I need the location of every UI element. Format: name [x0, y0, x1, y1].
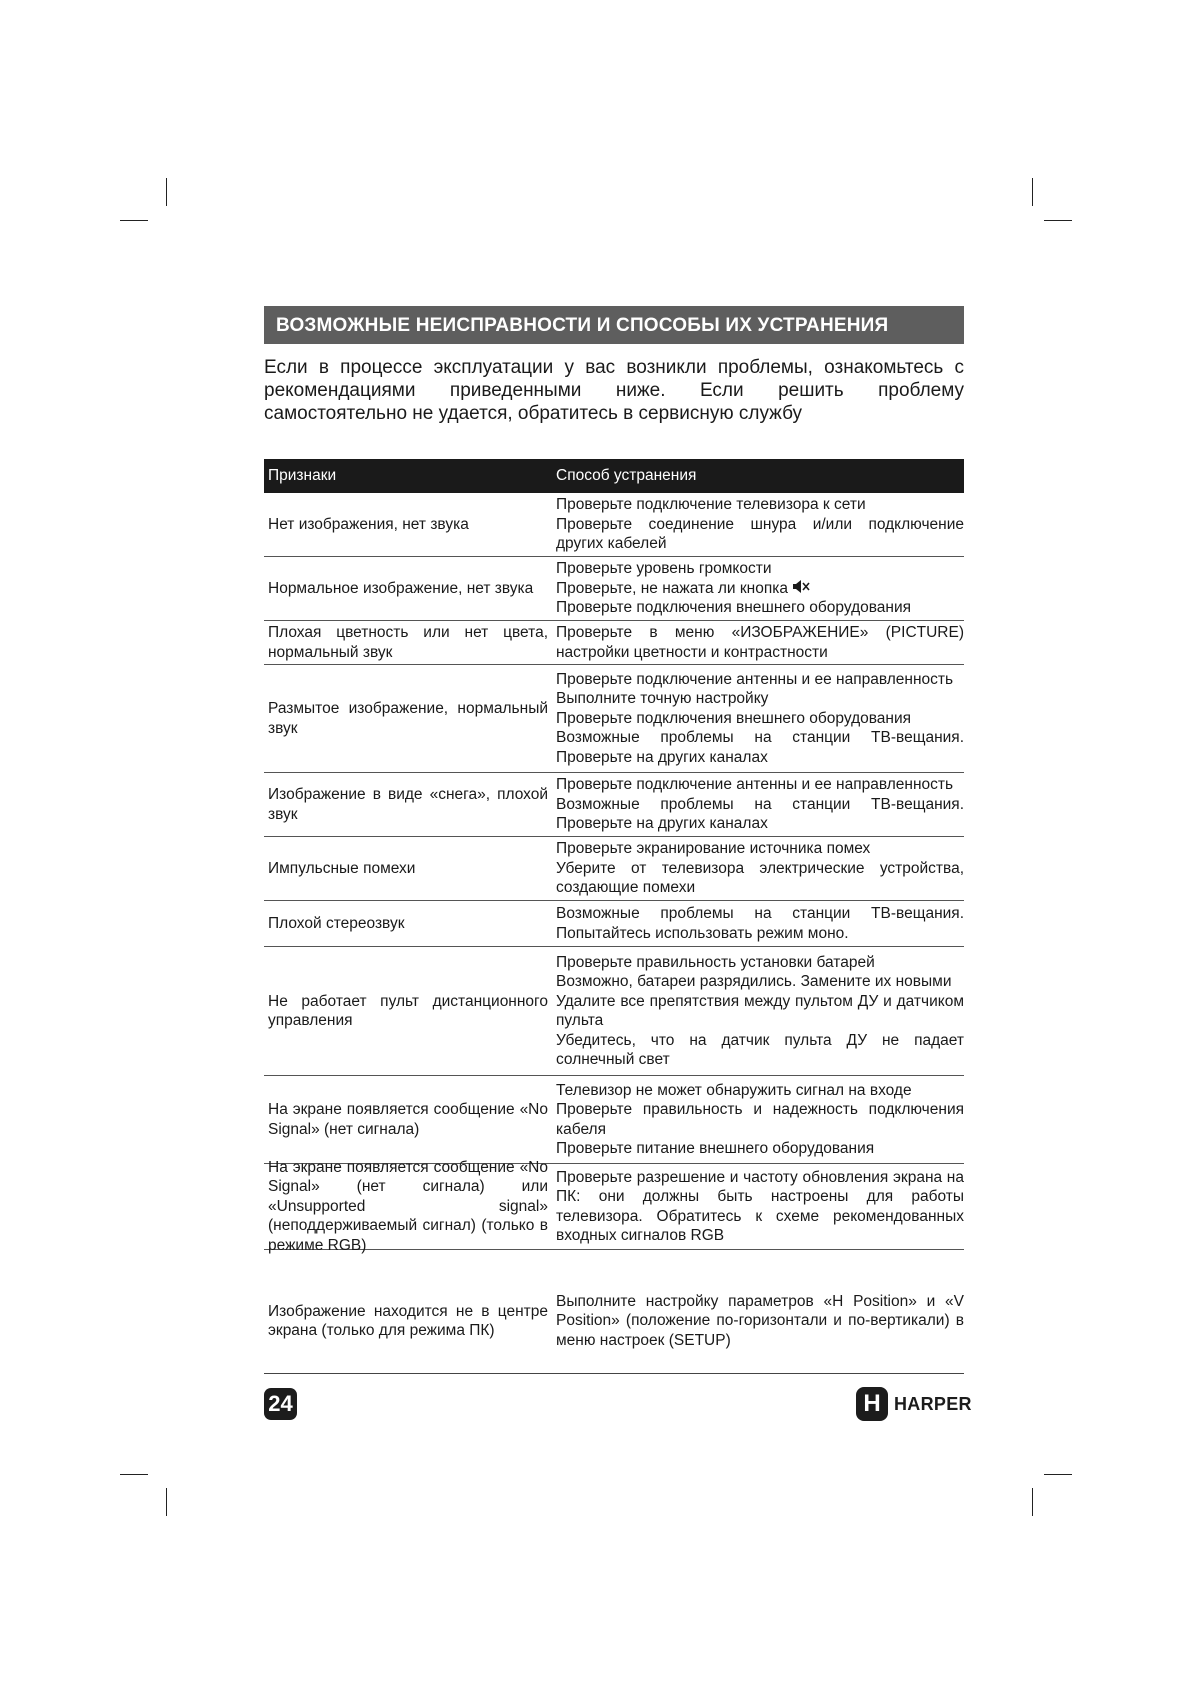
symptom-cell: Импульсные помехи [268, 859, 416, 877]
symptom-cell: Не работает пульт дистанционного управления [268, 992, 548, 1029]
symptom-cell: Размытое изображение, нормальный звук [268, 700, 548, 737]
solution-line: Проверьте разрешение и частоту обновления экрана на ПК: они должны быть настроены для работы телевизора. Обратитесь к схеме рекомендованных входных сигналов RGB [556, 1168, 964, 1244]
table-header [264, 459, 964, 493]
solution-line: Проверьте соединение шнура и/или подключение других кабелей [556, 515, 964, 553]
table-row [264, 621, 964, 665]
solution-line: Уберите от телевизора электрические устройства, создающие помехи [556, 859, 964, 897]
crop-mark [1044, 1474, 1072, 1475]
solution-line: Телевизор не может обнаружить сигнал на входе [556, 1081, 912, 1099]
solution-line: Проверьте в меню «ИЗОБРАЖЕНИЕ» (PICTURE) настройки цветности и контрастности [556, 624, 964, 661]
solution-cell [551, 904, 964, 943]
solution-line: Удалите все препятствия между пультом ДУ и датчиком пульта [556, 992, 964, 1029]
solution-text: Проверьте, не нажата ли кнопка [556, 579, 788, 597]
table-row [264, 557, 964, 621]
solution-line: Проверьте подключения внешнего оборудования [556, 709, 912, 727]
section-title: ВОЗМОЖНЫЕ НЕИСПРАВНОСТИ И СПОСОБЫ ИХ УСТРАНЕНИЯ [264, 306, 964, 344]
table-row [264, 837, 964, 901]
solution-cell [551, 559, 964, 618]
crop-mark [166, 1488, 167, 1516]
table-row [264, 1158, 964, 1254]
solution-line: Убедитесь, что на датчик пульта ДУ не падает солнечный свет [556, 1031, 964, 1068]
solution-line: Проверьте экранирование источника помех [556, 840, 871, 858]
symptom-cell: На экране появляется сообщение «No Signal» (нет сигнала) [268, 1101, 548, 1138]
crop-mark [1032, 1488, 1033, 1516]
solution-line: Проверьте уровень громкости [556, 560, 772, 578]
mute-icon [792, 579, 810, 594]
table-row [264, 901, 964, 947]
header-solution: Способ устранения [556, 467, 697, 484]
solution-line: Возможные проблемы на станции ТВ-вещания. Проверьте на других каналах [556, 729, 964, 766]
table-row [264, 1250, 964, 1368]
solution-cell [551, 1292, 964, 1351]
solution-cell [551, 1081, 964, 1159]
symptom-cell: Нормальное изображение, нет звука [268, 579, 534, 597]
solution-line: Выполните настройку параметров «H Position» и «V Position» (положение по-горизонтали и по-вертикали) в меню настроек (SETUP) [556, 1292, 964, 1349]
solution-cell [551, 1168, 964, 1246]
symptom-cell: Изображение находится не в центре экрана (только для режима ПК) [268, 1302, 548, 1339]
table-row [264, 1076, 964, 1164]
crop-mark [166, 178, 167, 206]
solution-line: Проверьте правильность установки батарей [556, 953, 875, 971]
solution-cell [551, 670, 964, 768]
solution-cell [551, 623, 964, 662]
solution-line: Возможно, батареи разрядились. Замените их новыми [556, 973, 952, 990]
crop-mark [120, 220, 148, 221]
solution-cell [551, 775, 964, 834]
solution-line: Проверьте подключения внешнего оборудования [556, 599, 912, 617]
solution-line: Проверьте подключение телевизора к сети [556, 496, 866, 514]
solution-line: Проверьте правильность и надежность подключения кабеля [556, 1101, 964, 1138]
brand-logo-icon: H [856, 1387, 888, 1421]
brand-name: HARPER [894, 1393, 972, 1414]
symptom-cell: Плохая цветность или нет цвета, нормальный звук [268, 624, 548, 661]
table-row [264, 665, 964, 773]
solution-cell [551, 839, 964, 898]
troubleshooting-table [264, 459, 964, 1368]
intro-paragraph: Если в процессе эксплуатации у вас возникли проблемы, ознакомьтесь с рекомендациями приведенными ниже. Если решить проблему самостоятельно не удается, обратитесь в сервисную службу [264, 357, 964, 424]
solution-line [556, 579, 964, 599]
symptom-cell: На экране появляется сообщение «No Signal» (нет сигнала) или «Unsupported signal» (неподдерживаемый сигнал) (только в режиме RGB) [268, 1158, 548, 1254]
table-row [264, 493, 964, 557]
footer-divider [264, 1373, 964, 1374]
brand-logo [856, 1387, 972, 1421]
page-number: 24 [264, 1388, 297, 1420]
crop-mark [1044, 220, 1072, 221]
solution-line: Выполните точную настройку [556, 690, 769, 708]
solution-cell [551, 953, 964, 1070]
solution-cell [551, 495, 964, 554]
solution-line: Возможные проблемы на станции ТВ-вещания. Проверьте на других каналах [556, 795, 964, 833]
table-row [264, 947, 964, 1076]
solution-line: Проверьте подключение антенны и ее направленность [556, 776, 954, 794]
solution-line: Проверьте питание внешнего оборудования [556, 1140, 875, 1157]
symptom-cell: Изображение в виде «снега», плохой звук [268, 786, 548, 823]
page-content [264, 306, 964, 1368]
crop-mark [120, 1474, 148, 1475]
crop-mark [1032, 178, 1033, 206]
symptom-cell: Нет изображения, нет звука [268, 515, 469, 533]
symptom-cell: Плохой стереозвук [268, 914, 405, 932]
table-row [264, 773, 964, 837]
header-symptoms: Признаки [268, 467, 337, 484]
solution-line: Проверьте подключение антенны и ее направленность [556, 670, 954, 688]
solution-line: Возможные проблемы на станции ТВ-вещания. Попытайтесь использовать режим моно. [556, 905, 964, 942]
